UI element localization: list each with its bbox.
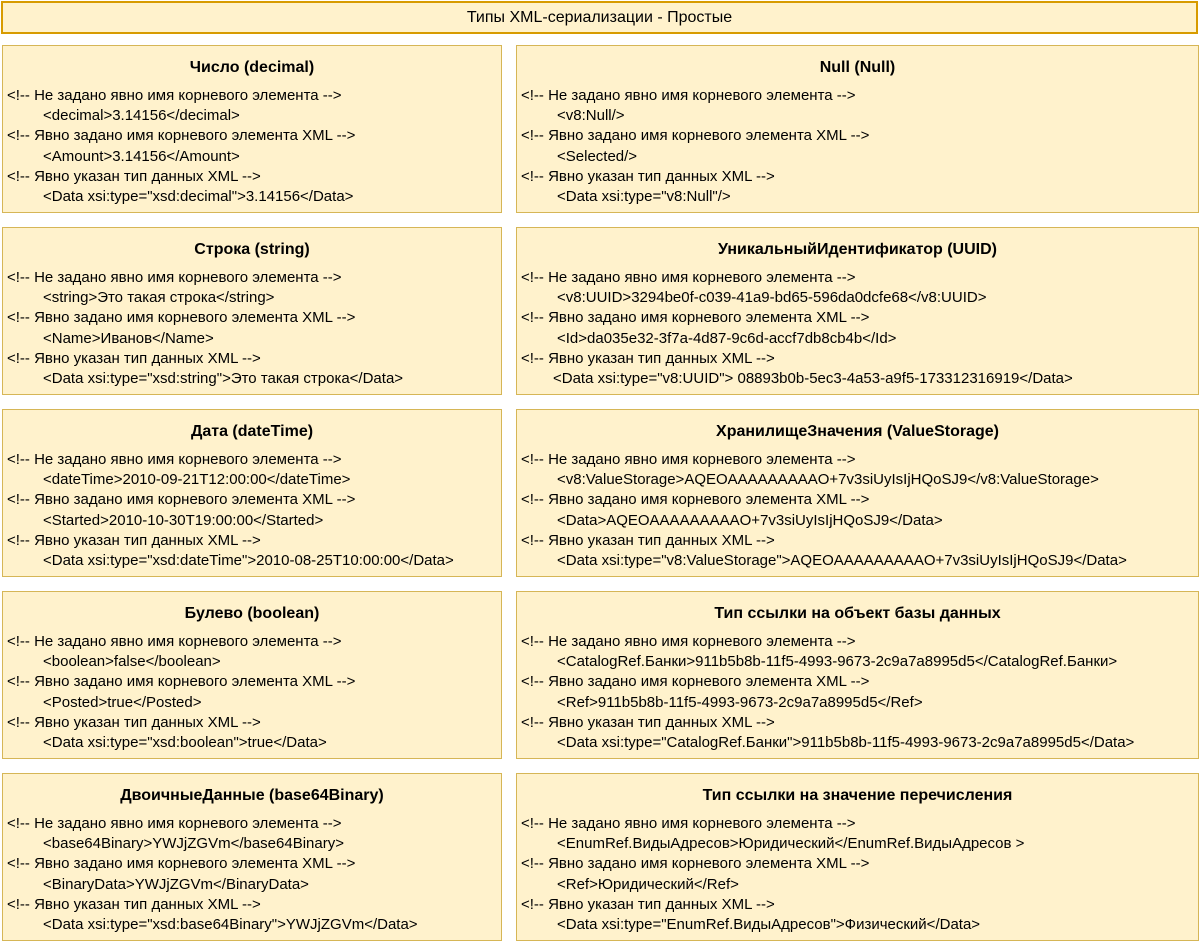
comment-line: <!-- Явно указан тип данных XML --> xyxy=(521,349,775,367)
box-valuestorage xyxy=(516,409,1199,577)
comment-line: <!-- Не задано явно имя корневого элемента --> xyxy=(521,269,856,286)
comment-line: <!-- Не задано явно имя корневого элемента --> xyxy=(521,451,856,468)
xml-line: <Data xsi:type="xsd:decimal">3.14156</Data> xyxy=(43,187,354,205)
xml-line: <base64Binary>YWJjZGVm</base64Binary> xyxy=(43,835,344,853)
box-datetime xyxy=(2,409,502,577)
comment-line: <!-- Явно задано имя корневого элемента XML --> xyxy=(7,855,356,873)
xml-line: <Data xsi:type="xsd:boolean">true</Data> xyxy=(43,733,327,751)
xml-line: <Selected/> xyxy=(557,147,638,165)
xml-line: <Id>da035e32-3f7a-4d87-9c6d-accf7db8cb4b</Id> xyxy=(557,329,897,347)
comment-line: <!-- Не задано явно имя корневого элемента --> xyxy=(7,633,342,650)
xml-line: <Data xsi:type="v8:UUID"> 08893b0b-5ec3-4a53-a9f5-173312316919</Data> xyxy=(553,369,1073,387)
xml-line: <Data xsi:type="CatalogRef.Банки">911b5b8b-11f5-4993-9673-2c9a7a8995d5</Data> xyxy=(557,733,1135,751)
comment-line: <!-- Явно задано имя корневого элемента XML --> xyxy=(7,127,356,145)
box-null xyxy=(516,45,1199,213)
xml-line: <Data xsi:type="xsd:string">Это такая строка</Data> xyxy=(43,369,404,387)
xml-line: <boolean>false</boolean> xyxy=(43,653,221,671)
box-decimal xyxy=(2,45,502,213)
box-catalog-ref xyxy=(516,591,1199,759)
xml-line: <EnumRef.ВидыАдресов>Юридический</EnumRef.ВидыАдресов > xyxy=(557,835,1025,853)
box-title: Булево (boolean) xyxy=(184,605,320,622)
box-uuid xyxy=(516,227,1199,395)
comment-line: <!-- Явно указан тип данных XML --> xyxy=(7,531,261,549)
comment-line: <!-- Явно задано имя корневого элемента XML --> xyxy=(7,491,356,509)
box-title: Тип ссылки на объект базы данных xyxy=(714,605,1001,622)
comment-line: <!-- Явно указан тип данных XML --> xyxy=(521,531,775,549)
diagram-header xyxy=(1,1,1198,34)
comment-line: <!-- Явно указан тип данных XML --> xyxy=(521,895,775,913)
xml-line: <v8:ValueStorage>AQEOAAAAAAAAAO+7v3siUyIsIjHQoSJ9</v8:ValueStorage> xyxy=(557,471,1099,489)
xml-line: <Started>2010-10-30T19:00:00</Started> xyxy=(43,511,324,529)
header-title: Типы XML-сериализации - Простые xyxy=(466,8,733,26)
xml-line: <decimal>3.14156</decimal> xyxy=(43,107,240,125)
comment-line: <!-- Не задано явно имя корневого элемента --> xyxy=(521,633,856,650)
box-title: Null (Null) xyxy=(819,59,896,76)
xml-line: <Name>Иванов</Name> xyxy=(43,329,214,347)
comment-line: <!-- Явно указан тип данных XML --> xyxy=(7,167,261,185)
xml-line: <v8:UUID>3294be0f-c039-41a9-bd65-596da0dcfe68</v8:UUID> xyxy=(557,289,987,307)
box-title: Дата (dateTime) xyxy=(190,423,314,440)
xml-line: <Data xsi:type="EnumRef.ВидыАдресов">Физический</Data> xyxy=(557,915,981,933)
box-title: УникальныйИдентификатор (UUID) xyxy=(718,241,997,258)
xml-line: <BinaryData>YWJjZGVm</BinaryData> xyxy=(43,875,309,893)
box-string xyxy=(2,227,502,395)
xml-line: <Ref>911b5b8b-11f5-4993-9673-2c9a7a8995d5</Ref> xyxy=(557,693,923,711)
comment-line: <!-- Не задано явно имя корневого элемента --> xyxy=(7,87,342,104)
comment-line: <!-- Явно указан тип данных XML --> xyxy=(521,167,775,185)
xml-line: <CatalogRef.Банки>911b5b8b-11f5-4993-9673-2c9a7a8995d5</CatalogRef.Банки> xyxy=(557,653,1118,671)
box-title: Тип ссылки на значение перечисления xyxy=(702,787,1013,804)
comment-line: <!-- Не задано явно имя корневого элемента --> xyxy=(521,87,856,104)
xml-line: <Posted>true</Posted> xyxy=(43,693,202,711)
comment-line: <!-- Явно задано имя корневого элемента XML --> xyxy=(521,673,870,691)
xml-line: <v8:Null/> xyxy=(557,107,625,125)
xml-line: <Amount>3.14156</Amount> xyxy=(43,147,240,165)
comment-line: <!-- Не задано явно имя корневого элемента --> xyxy=(7,451,342,468)
comment-line: <!-- Явно задано имя корневого элемента XML --> xyxy=(7,309,356,327)
comment-line: <!-- Явно задано имя корневого элемента XML --> xyxy=(521,309,870,327)
comment-line: <!-- Явно задано имя корневого элемента XML --> xyxy=(521,127,870,145)
xml-line: <Data xsi:type="v8:Null"/> xyxy=(557,187,731,205)
comment-line: <!-- Явно задано имя корневого элемента XML --> xyxy=(521,855,870,873)
box-title: ХранилищеЗначения (ValueStorage) xyxy=(716,423,999,440)
xml-line: <string>Это такая строка</string> xyxy=(43,289,275,307)
box-title: ДвоичныеДанные (base64Binary) xyxy=(120,787,384,804)
comment-line: <!-- Явно указан тип данных XML --> xyxy=(7,895,261,913)
comment-line: <!-- Явно задано имя корневого элемента XML --> xyxy=(521,491,870,509)
xml-line: <Data xsi:type="xsd:base64Binary">YWJjZGVm</Data> xyxy=(43,915,418,933)
comment-line: <!-- Явно указан тип данных XML --> xyxy=(521,713,775,731)
comment-line: <!-- Не задано явно имя корневого элемента --> xyxy=(521,815,856,832)
box-boolean xyxy=(2,591,502,759)
box-title: Число (decimal) xyxy=(189,59,315,76)
comment-line: <!-- Явно указан тип данных XML --> xyxy=(7,713,261,731)
xml-line: <Data xsi:type="v8:ValueStorage">AQEOAAAAAAAAAO+7v3siUyIsIjHQoSJ9</Data> xyxy=(557,551,1127,569)
comment-line: <!-- Не задано явно имя корневого элемента --> xyxy=(7,269,342,286)
xml-line: <Data xsi:type="xsd:dateTime">2010-08-25T10:00:00</Data> xyxy=(43,551,454,569)
comment-line: <!-- Не задано явно имя корневого элемента --> xyxy=(7,815,342,832)
xml-line: <Data>AQEOAAAAAAAAAO+7v3siUyIsIjHQoSJ9</Data> xyxy=(557,511,943,529)
box-base64binary xyxy=(2,773,502,941)
xml-line: <dateTime>2010-09-21T12:00:00</dateTime> xyxy=(43,471,351,489)
comment-line: <!-- Явно указан тип данных XML --> xyxy=(7,349,261,367)
box-enum-ref xyxy=(516,773,1199,941)
comment-line: <!-- Явно задано имя корневого элемента XML --> xyxy=(7,673,356,691)
box-title: Строка (string) xyxy=(194,241,310,258)
xml-line: <Ref>Юридический</Ref> xyxy=(557,875,739,893)
